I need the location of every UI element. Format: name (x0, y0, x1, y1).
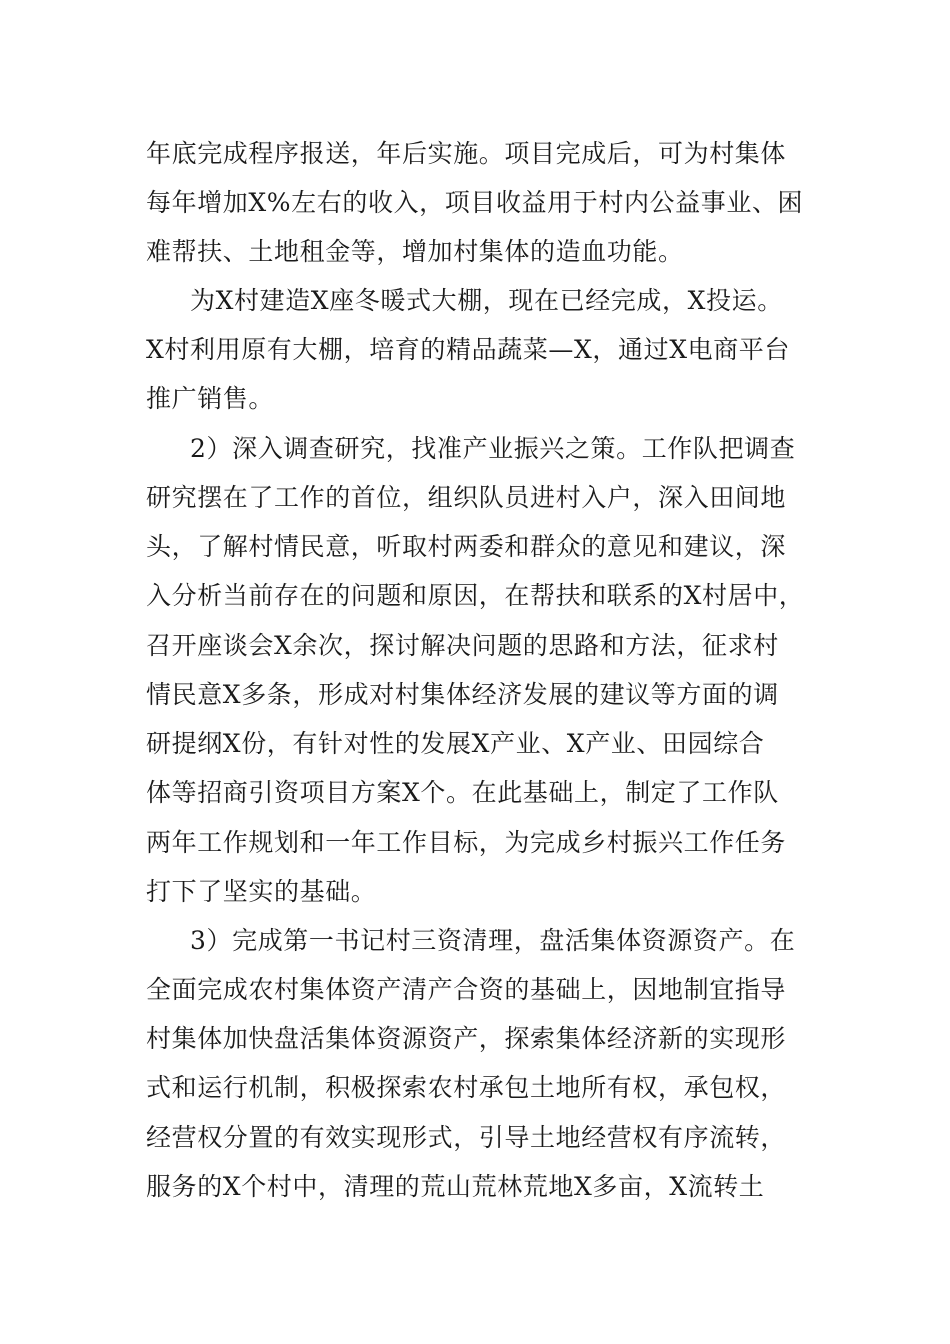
text-line-15: 两年工作规划和一年工作目标，为完成乡村振兴工作任务 (146, 828, 787, 857)
text-line-18: 全面完成农村集体资产清产合资的基础上，因地制宜指导 (146, 975, 787, 1004)
text-line-7: 2）深入调查研究，找准产业振兴之策。工作队把调查 (190, 434, 796, 463)
text-line-9: 头，了解村情民意，听取村两委和群众的意见和建议，深 (146, 532, 787, 561)
text-line-4: 为X村建造X座冬暖式大棚，现在已经完成，X投运。 (190, 286, 783, 315)
text-line-17: 3）完成第一书记村三资清理，盘活集体资源资产。在 (190, 926, 796, 955)
text-line-11: 召开座谈会X余次，探讨解决问题的思路和方法，征求村 (146, 631, 779, 660)
text-line-19: 村集体加快盘活集体资源资产，探索集体经济新的实现形 (146, 1024, 787, 1053)
text-line-13: 研提纲X份，有针对性的发展X产业、X产业、田园综合 (146, 729, 765, 758)
text-line-16: 打下了坚实的基础。 (146, 877, 377, 906)
text-line-10: 入分析当前存在的问题和原因，在帮扶和联系的X村居中， (146, 581, 805, 610)
text-line-20: 式和运行机制，积极探索农村承包土地所有权，承包权， (146, 1073, 787, 1102)
text-line-5: X村利用原有大棚，培育的精品蔬菜—X，通过X电商平台 (146, 335, 790, 364)
text-line-2: 每年增加X%左右的收入，项目收益用于村内公益事业、困 (146, 188, 804, 217)
text-line-6: 推广销售。 (146, 384, 275, 413)
text-line-3: 难帮扶、土地租金等，增加村集体的造血功能。 (146, 237, 684, 266)
text-line-1: 年底完成程序报送，年后实施。项目完成后，可为村集体 (146, 139, 787, 168)
text-line-21: 经营权分置的有效实现形式，引导土地经营权有序流转， (146, 1123, 787, 1152)
text-line-14: 体等招商引资项目方案X个。在此基础上，制定了工作队 (146, 778, 779, 807)
text-line-22: 服务的X个村中，清理的荒山荒林荒地X多亩，X流转土 (146, 1172, 765, 1201)
text-line-8: 研究摆在了工作的首位，组织队员进村入户，深入田间地 (146, 483, 787, 512)
text-line-12: 情民意X多条，形成对村集体经济发展的建议等方面的调 (146, 680, 779, 709)
